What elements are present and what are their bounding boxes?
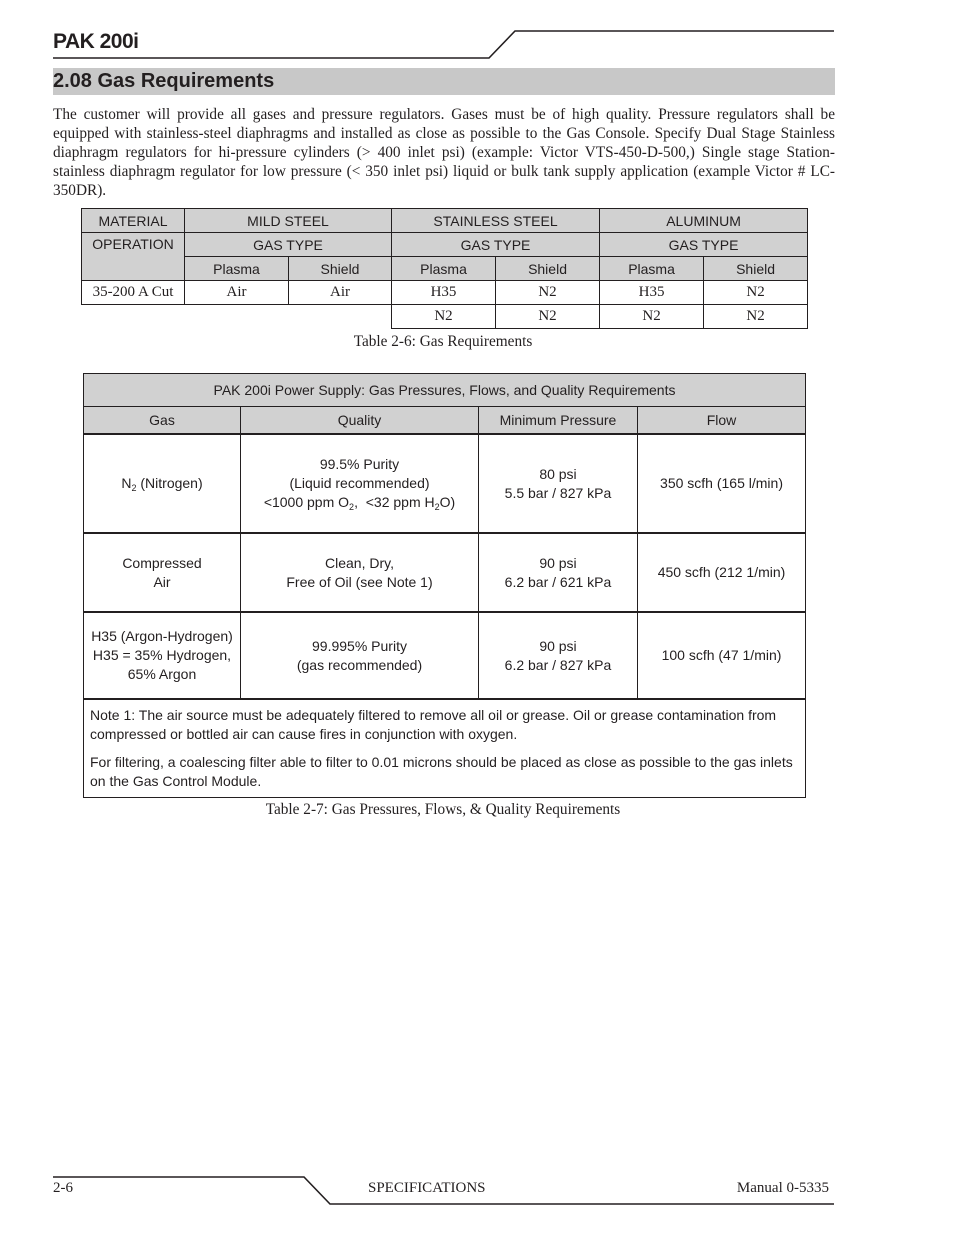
table-row: [82, 281, 808, 305]
table-cell: N2: [600, 305, 704, 329]
notes-row: [84, 699, 806, 798]
material-mild-steel: MILD STEEL: [185, 209, 392, 233]
table-cell: N2: [496, 281, 600, 305]
operation-label: OPERATION: [82, 233, 185, 281]
shield-label: Shield: [496, 257, 600, 281]
table-cell: H35: [600, 281, 704, 305]
plasma-label: Plasma: [392, 257, 496, 281]
material-row: [82, 209, 808, 233]
shield-label: Shield: [289, 257, 392, 281]
table-cell: N2: [704, 305, 808, 329]
table-cell: N2: [496, 305, 600, 329]
table-cell: N2: [392, 305, 496, 329]
shield-label: Shield: [704, 257, 808, 281]
table-cell: Air: [289, 281, 392, 305]
table-cell: N2: [704, 281, 808, 305]
intro-paragraph: The customer will provide all gases and pressure regulators. Gases must be of high quality. Pressure regulators shall be equipped with stainless-steel diaphragms and installed as close as possible to the Gas Console. Specify Dual Stage Stainless diaphragm regulators for hi-pressure cylinders (> 400 inlet psi) (example: Victor VTS-450-D-500,) Single stage Station-stainless diaphragm regulator for low pressure (< 350 inlet psi) liquid or bulk tank supply application (example Victor # LC-350DR).: [53, 106, 835, 199]
table-header-row: [84, 407, 806, 435]
table-row: [84, 434, 806, 533]
table-caption: Table 2-7: Gas Pressures, Flows, & Quality Requirements: [265, 801, 621, 818]
note-1: Note 1: The air source must be adequately filtered to remove all oil or grease. Oil or grease contamination from compressed or bottled air can cause fires in conjunction with oxygen.: [90, 707, 777, 742]
pressure-cell: 90 psi 6.2 bar / 621 kPa: [479, 533, 638, 612]
gas-type-label: GAS TYPE: [392, 233, 600, 257]
gas-cell: $N_2$ (Nitrogen): [84, 434, 241, 533]
pressure-cell: 80 psi 5.5 bar / 827 kPa: [479, 434, 638, 533]
table-title: PAK 200i Power Supply: Gas Pressures, Flows, and Quality Requirements: [84, 374, 806, 407]
gas-quality-table: [83, 373, 806, 798]
flow-cell: 350 scfh (165 l/min): [638, 434, 806, 533]
page-number: 2-6: [53, 1180, 73, 1196]
table-row: [84, 533, 806, 612]
quality-cell: 99.5% Purity (Liquid recommended) <1000 ppm $O_2$, <32 ppm $H_2O$): [241, 434, 479, 533]
gas-type-label: GAS TYPE: [600, 233, 808, 257]
product-name: PAK 200i: [53, 30, 139, 53]
section-title: 2.08 Gas Requirements: [53, 70, 275, 92]
table-caption: Table 2-6: Gas Requirements: [353, 333, 533, 350]
material-label: MATERIAL: [82, 209, 185, 233]
gas-type-row: [82, 233, 808, 257]
manual-number: Manual 0-5335: [736, 1180, 829, 1196]
plasma-label: Plasma: [600, 257, 704, 281]
gas-cell: Compressed Air: [84, 533, 241, 612]
plasma-shield-row: [82, 257, 808, 281]
gas-type-label: GAS TYPE: [185, 233, 392, 257]
material-aluminum: ALUMINUM: [600, 209, 808, 233]
table-title-row: [84, 374, 806, 407]
gas-cell: H35 (Argon-Hydrogen) H35 = 35% Hydrogen, 65% Argon: [84, 612, 241, 699]
column-header: Minimum Pressure: [479, 407, 638, 435]
note-2: For filtering, a coalescing filter able to filter to 0.01 microns should be placed as close as possible to the gas inlets on the Gas Control Module.: [90, 754, 793, 789]
table-cell: Air: [185, 281, 289, 305]
flow-cell: 100 scfh (47 1/min): [638, 612, 806, 699]
gas-requirements-table: [81, 208, 808, 329]
column-header: Quality: [241, 407, 479, 435]
flow-cell: 450 scfh (212 1/min): [638, 533, 806, 612]
table-row: [82, 305, 808, 329]
header-rule: [0, 0, 954, 70]
column-header: Gas: [84, 407, 241, 435]
operation-value: 35-200 A Cut: [82, 281, 185, 305]
quality-cell: Clean, Dry, Free of Oil (see Note 1): [241, 533, 479, 612]
table-cell: H35: [392, 281, 496, 305]
notes-cell: [84, 699, 806, 798]
plasma-label: Plasma: [185, 257, 289, 281]
material-stainless-steel: STAINLESS STEEL: [392, 209, 600, 233]
column-header: Flow: [638, 407, 806, 435]
table-row: [84, 612, 806, 699]
footer-section-name: SPECIFICATIONS: [368, 1180, 486, 1196]
quality-cell: 99.995% Purity (gas recommended): [241, 612, 479, 699]
pressure-cell: 90 psi 6.2 bar / 827 kPa: [479, 612, 638, 699]
